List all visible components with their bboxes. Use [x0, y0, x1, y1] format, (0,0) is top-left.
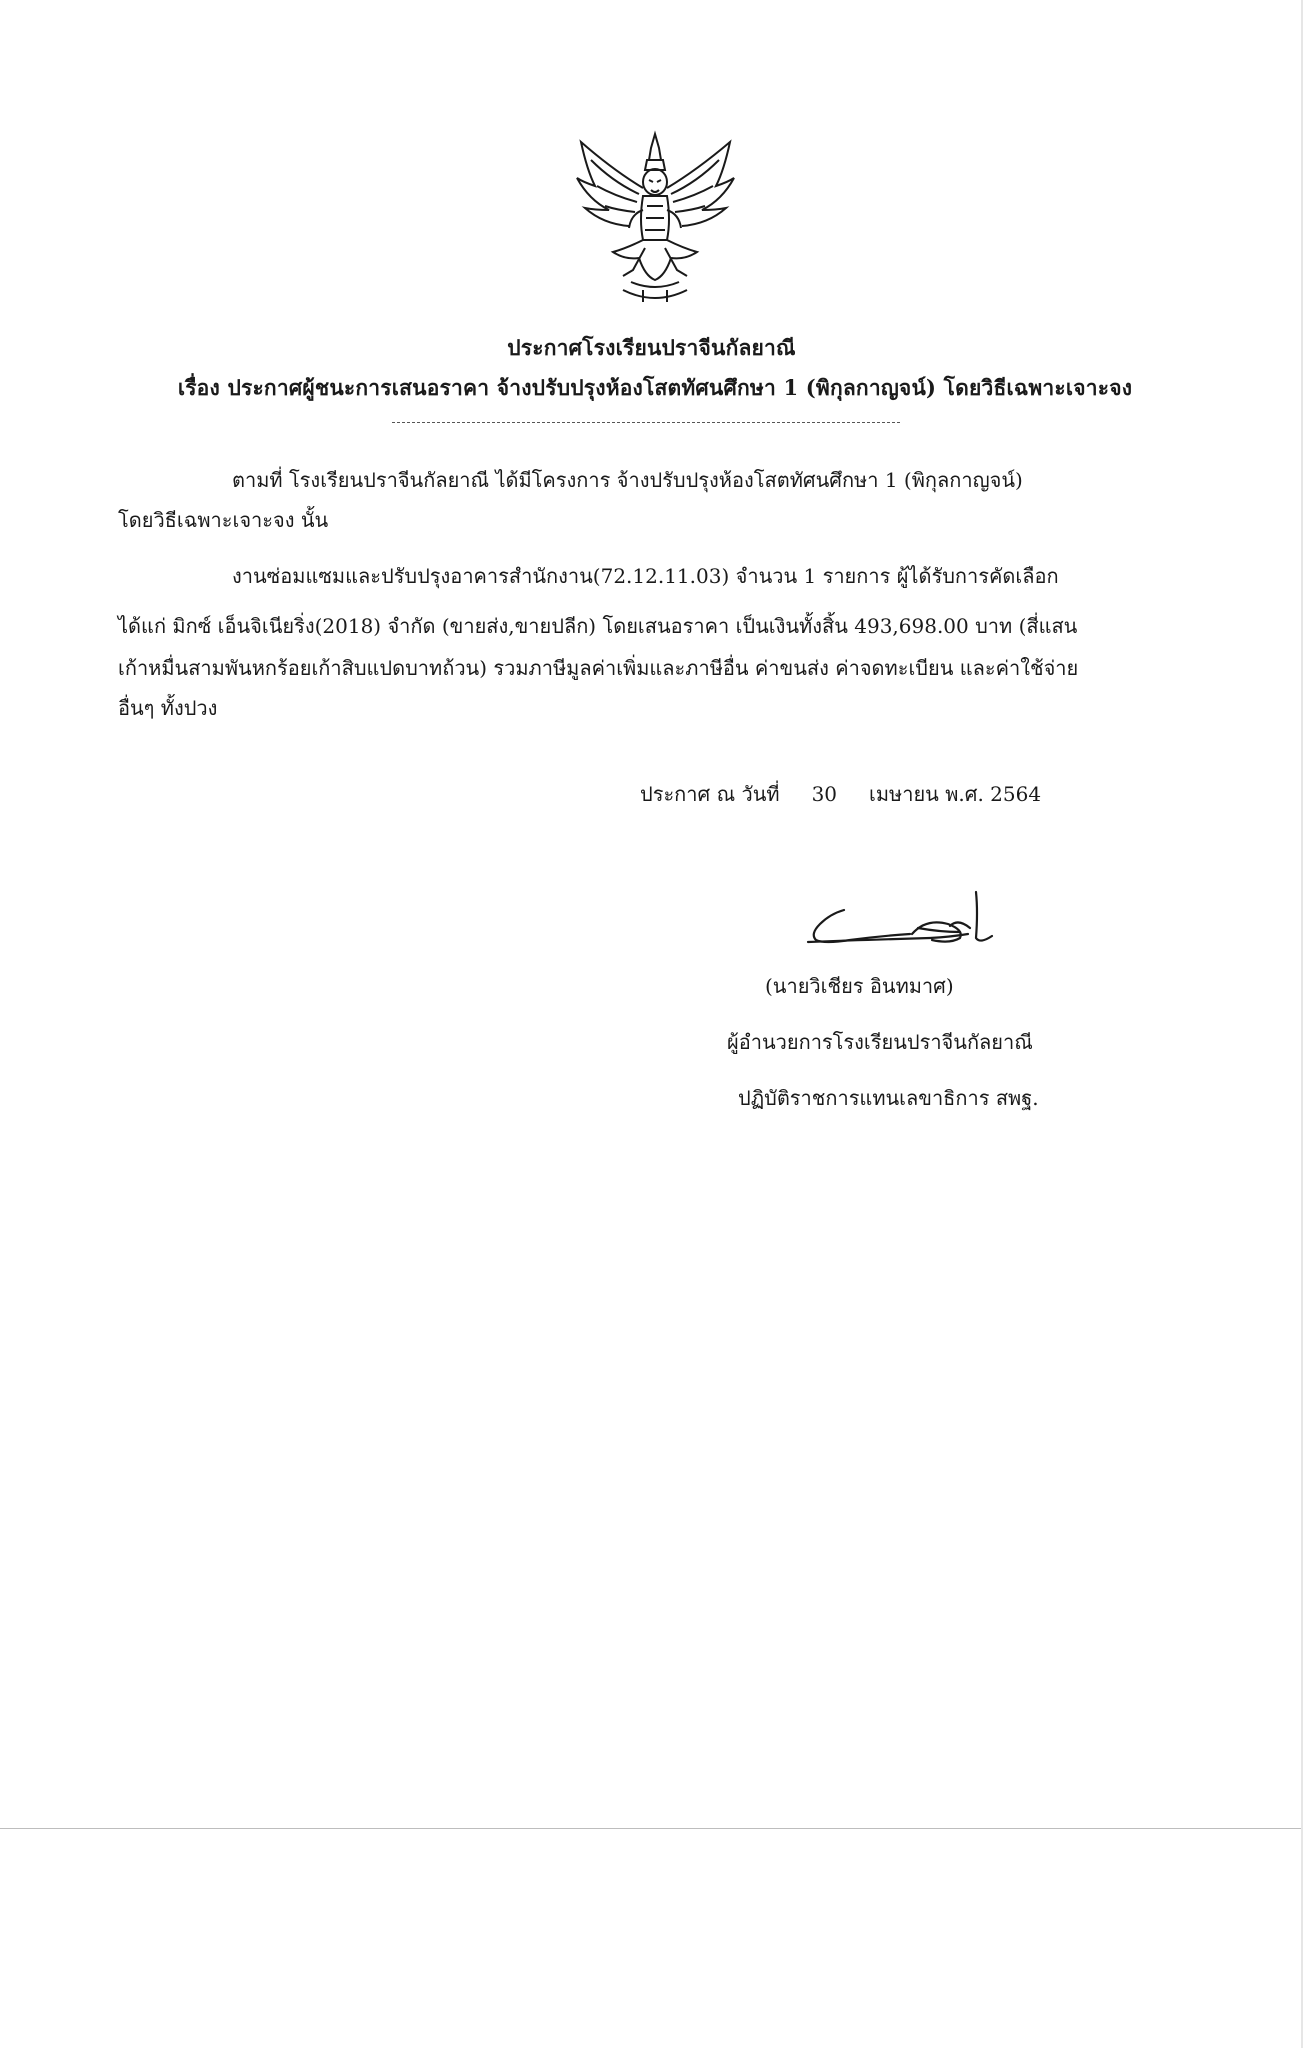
title-divider — [392, 422, 900, 423]
signatory-name: (นายวิเชียร อินทมาศ) — [765, 974, 954, 998]
announcement-day: 30 — [811, 782, 838, 806]
paragraph-2-line-3: เก้าหมื่นสามพันหกร้อยเก้าสิบแปดบาทถ้วน) รวมภาษีมูลค่าเพิ่มและภาษีอื่น ค่าขนส่ง ค่าจดทะเบียน และค่าใช้จ่าย — [118, 656, 1079, 680]
paragraph-2-line-1: งานซ่อมแซมและปรับปรุงอาคารสำนักงาน(72.12.11.03) จำนวน 1 รายการ ผู้ได้รับการคัดเลือก — [232, 564, 1059, 588]
garuda-emblem-icon — [573, 130, 738, 308]
announcement-month-year: เมษายน พ.ศ. 2564 — [869, 782, 1042, 806]
announcement-date — [640, 778, 1041, 810]
scan-edge-line — [0, 1828, 1303, 1829]
document-subject: เรื่อง ประกาศผู้ชนะการเสนอราคา จ้างปรับปรุงห้องโสตทัศนศึกษา 1 (พิกุลกาญจน์) โดยวิธีเฉพาะเจาะจง — [177, 375, 1133, 400]
announcement-prefix: ประกาศ ณ วันที่ — [640, 782, 780, 806]
paragraph-2-line-2: ได้แก่ มิกซ์ เอ็นจิเนียริ่ง(2018) จำกัด (ขายส่ง,ขายปลีก) โดยเสนอราคา เป็นเงินทั้งสิ้น 493,698.00 บาท (สี่แสน — [118, 614, 1078, 638]
document-title: ประกาศโรงเรียนปราจีนกัลยาณี — [507, 335, 796, 360]
handwritten-signature — [800, 888, 1010, 956]
signatory-position-2: ปฏิบัติราชการแทนเลขาธิการ สพฐ. — [738, 1086, 1039, 1110]
paragraph-1-line-2: โดยวิธีเฉพาะเจาะจง นั้น — [118, 508, 329, 532]
paragraph-1-line-1: ตามที่ โรงเรียนปราจีนกัลยาณี ได้มีโครงการ จ้างปรับปรุงห้องโสตทัศนศึกษา 1 (พิกุลกาญจน์) — [232, 468, 1023, 492]
signatory-position-1: ผู้อำนวยการโรงเรียนปราจีนกัลยาณี — [727, 1030, 1033, 1054]
paragraph-2-line-4: อื่นๆ ทั้งปวง — [118, 696, 218, 720]
